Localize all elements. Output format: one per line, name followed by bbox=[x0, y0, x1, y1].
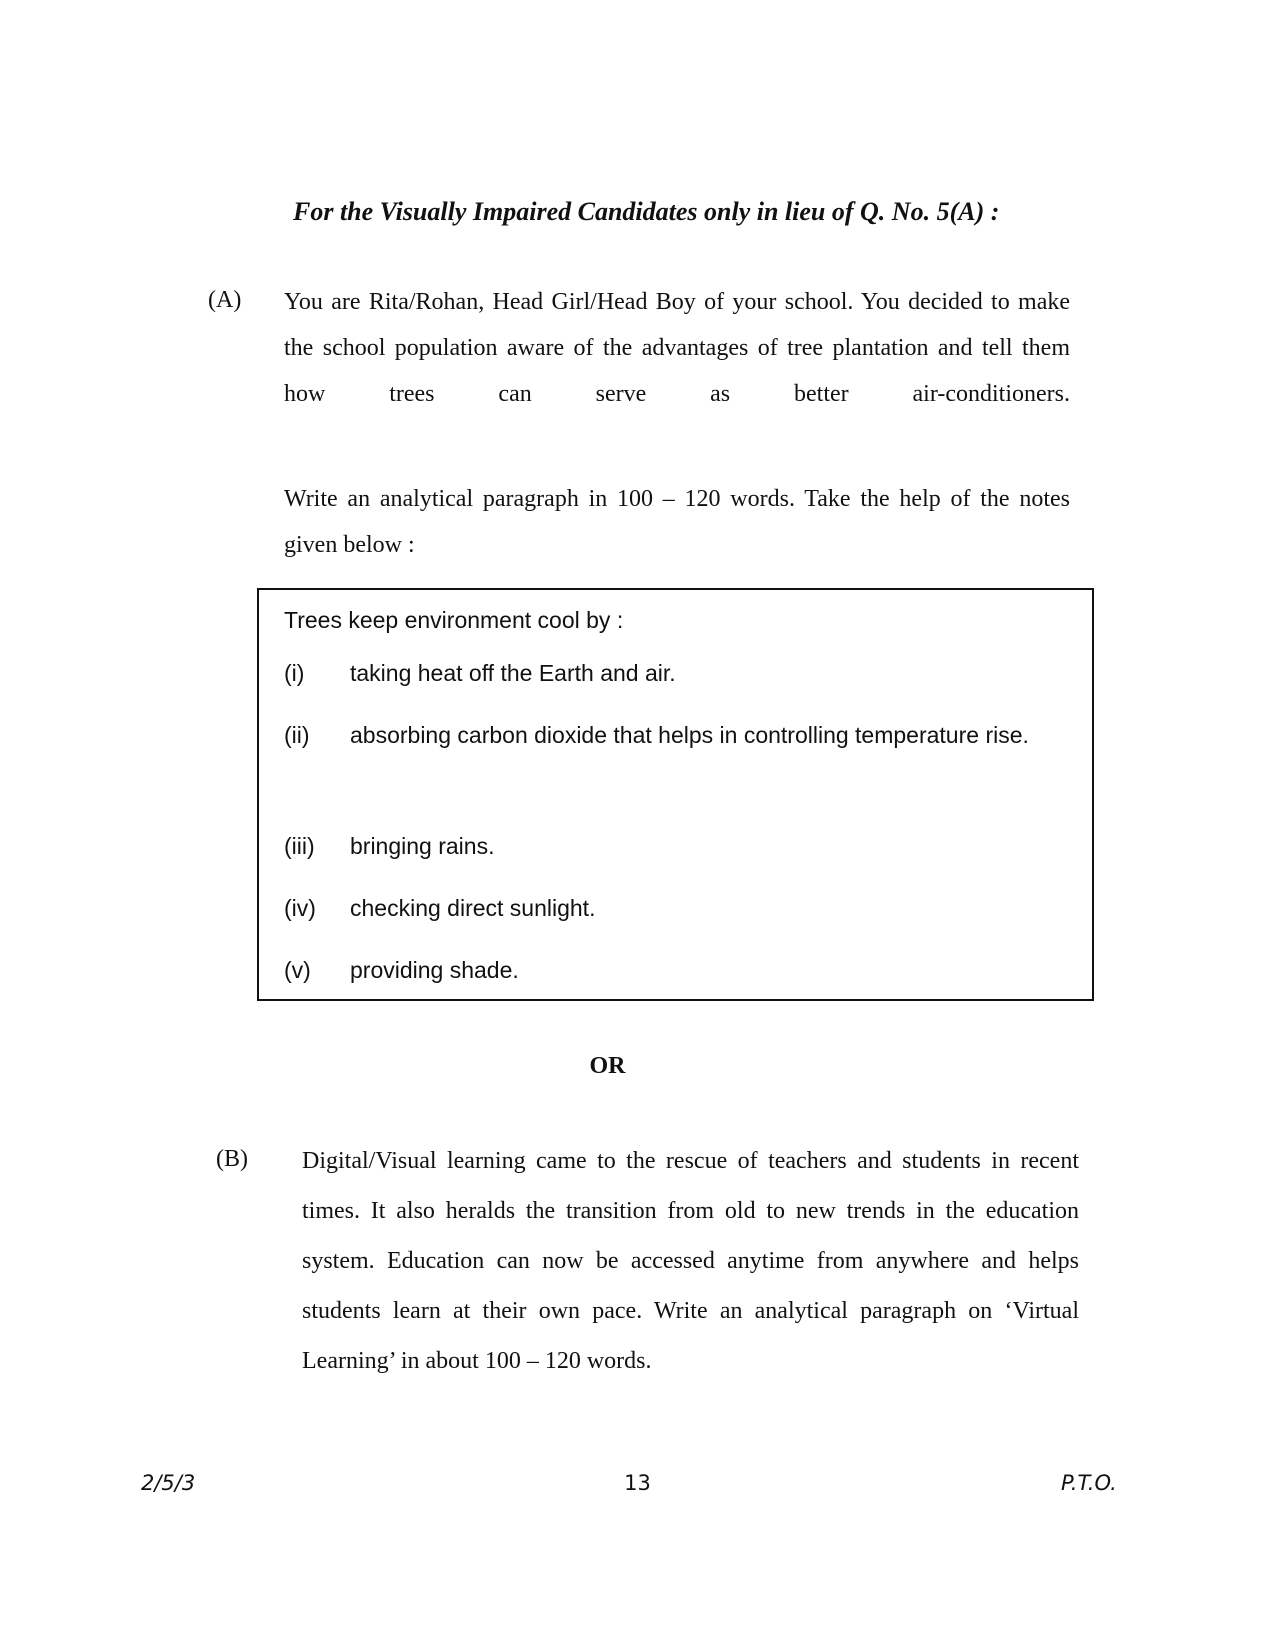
page-number: 13 bbox=[624, 1471, 651, 1495]
note-item bbox=[284, 823, 1074, 869]
note-number: (v) bbox=[284, 957, 311, 983]
note-text: taking heat off the Earth and air. bbox=[350, 660, 676, 686]
note-text: absorbing carbon dioxide that helps in controlling temperature rise. bbox=[350, 722, 1029, 748]
note-number: (iv) bbox=[284, 895, 316, 921]
note-text: checking direct sunlight. bbox=[350, 895, 596, 921]
pto-label: P.T.O. bbox=[1061, 1471, 1117, 1495]
question-a-paragraph-1: You are Rita/Rohan, Head Girl/Head Boy of your school. You decided to make the school population aware of the advantages of tree plantation and tell them how trees can serve as better air-conditioners. bbox=[284, 289, 1070, 407]
note-item bbox=[284, 885, 1074, 931]
question-b-label: (B) bbox=[216, 1146, 248, 1172]
question-b-paragraph: Digital/Visual learning came to the rescue of teachers and students in recent times. It also heralds the transition from old to new trends in the education system. Education can now be accessed anytime from anywhere and helps students learn at their own pace. Write an analytical paragraph on ‘Virtual Learning’ in about 100 – 120 words. bbox=[302, 1148, 1079, 1374]
note-number: (iii) bbox=[284, 833, 315, 859]
note-item bbox=[284, 712, 1074, 758]
section-heading: For the Visually Impaired Candidates only in lieu of Q. No. 5(A) : bbox=[293, 197, 1000, 226]
question-a-label: (A) bbox=[208, 287, 242, 313]
question-a-paragraph-2: Write an analytical paragraph in 100 – 120 words. Take the help of the notes given below : bbox=[284, 486, 1070, 558]
paper-code: 2/5/3 bbox=[141, 1471, 196, 1495]
note-item bbox=[284, 947, 1074, 993]
notes-box bbox=[257, 588, 1094, 1001]
notes-title: Trees keep environment cool by : bbox=[284, 607, 624, 633]
or-separator: OR bbox=[589, 1053, 626, 1079]
note-text: bringing rains. bbox=[350, 833, 495, 859]
note-item bbox=[284, 650, 1074, 696]
note-number: (ii) bbox=[284, 722, 310, 748]
note-text: providing shade. bbox=[350, 957, 519, 983]
note-number: (i) bbox=[284, 660, 305, 686]
